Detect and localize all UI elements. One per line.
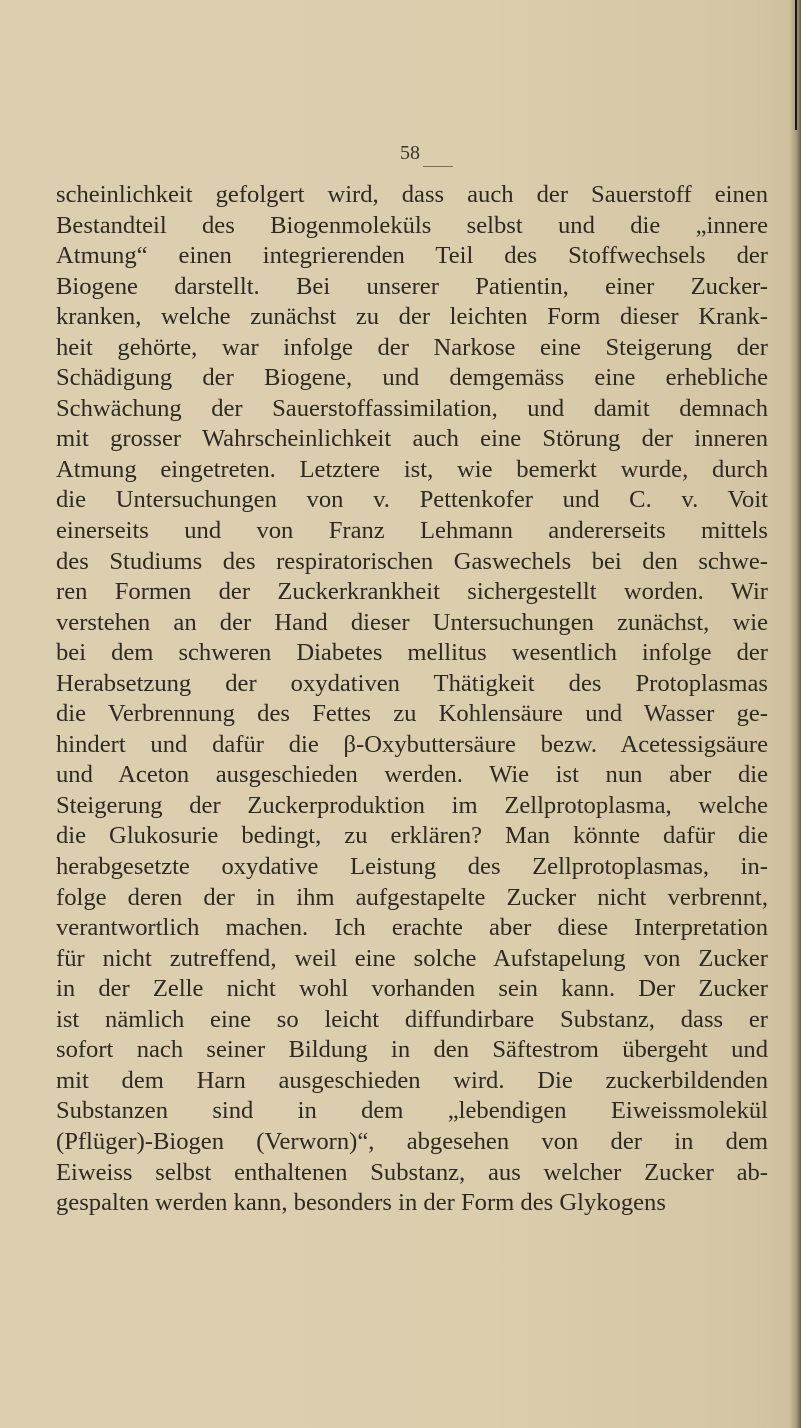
text-line: mit grosser Wahrscheinlichkeit auch eine Störung der inneren: [56, 425, 768, 453]
text-line: Herabsetzung der oxydativen Thätigkeit des Protoplasmas: [56, 669, 768, 697]
text-line: heit gehörte, war infolge der Narkose eine Steigerung der: [56, 333, 768, 361]
text-line: und Aceton ausgeschieden werden. Wie ist nun aber die: [56, 761, 768, 789]
text-line: verstehen an der Hand dieser Untersuchungen zunächst, wie: [56, 608, 768, 636]
text-line: verantwortlich machen. Ich erachte aber diese Interpretation: [56, 914, 768, 942]
text-line: des Studiums des respiratorischen Gaswechels bei den schwe-: [56, 547, 768, 575]
text-line: sofort nach seiner Bildung in den Säftestrom übergeht und: [56, 1036, 768, 1064]
text-line: kranken, welche zunächst zu der leichten Form dieser Krank-: [56, 303, 768, 331]
page-edge-shadow: [789, 0, 801, 1428]
page-number-rule: [423, 166, 453, 167]
text-line: Schwächung der Sauerstoffassimilation, und damit demnach: [56, 394, 768, 422]
text-line: Schädigung der Biogene, und demgemäss eine erhebliche: [56, 364, 768, 392]
text-line: gespalten werden kann, besonders in der Form des Glykogens: [56, 1189, 666, 1217]
text-line: (Pflüger)-Biogen (Verworn)“, abgesehen von der in dem: [56, 1127, 768, 1155]
text-line: ist nämlich eine so leicht diffundirbare Substanz, dass er: [56, 1005, 768, 1033]
body-text: [56, 180, 768, 1219]
text-line: ren Formen der Zuckerkrankheit sichergestellt worden. Wir: [56, 578, 768, 606]
text-line: scheinlichkeit gefolgert wird, dass auch der Sauerstoff einen: [56, 181, 768, 208]
text-line: Biogene darstellt. Bei unserer Patientin, einer Zucker-: [56, 272, 768, 300]
text-line: folge deren der in ihm aufgestapelte Zucker nicht verbrennt,: [56, 883, 768, 911]
text-line: Eiweiss selbst enthaltenen Substanz, aus welcher Zucker ab-: [56, 1158, 768, 1186]
text-line: die Untersuchungen von v. Pettenkofer und C. v. Voit: [56, 486, 768, 514]
text-line: in der Zelle nicht wohl vorhanden sein kann. Der Zucker: [56, 975, 768, 1003]
page-edge-line: [795, 0, 797, 130]
text-line: Atmung“ einen integrierenden Teil des Stoffwechsels der: [56, 242, 768, 270]
text-line: bei dem schweren Diabetes mellitus wesentlich infolge der: [56, 639, 768, 667]
text-line: herabgesetzte oxydative Leistung des Zellprotoplasmas, in-: [56, 853, 768, 881]
text-line: Substanzen sind in dem „lebendigen Eiweissmolekül: [56, 1097, 768, 1125]
text-line: Steigerung der Zuckerproduktion im Zellprotoplasma, welche: [56, 791, 768, 819]
text-line: Atmung eingetreten. Letztere ist, wie bemerkt wurde, durch: [56, 455, 768, 483]
text-line: die Verbrennung des Fettes zu Kohlensäure und Wasser ge-: [56, 700, 768, 728]
text-line: einerseits und von Franz Lehmann andererseits mittels: [56, 517, 768, 545]
page-number: 58: [400, 142, 420, 164]
text-line: für nicht zutreffend, weil eine solche Aufstapelung von Zucker: [56, 944, 768, 972]
text-line: mit dem Harn ausgeschieden wird. Die zuckerbildenden: [56, 1066, 768, 1094]
text-line: die Glukosurie bedingt, zu erklären? Man könnte dafür die: [56, 822, 768, 850]
text-line: Bestandteil des Biogenmoleküls selbst und die „innere: [56, 211, 768, 239]
text-line: hindert und dafür die β-Oxybuttersäure bezw. Acetessigsäure: [56, 730, 768, 758]
